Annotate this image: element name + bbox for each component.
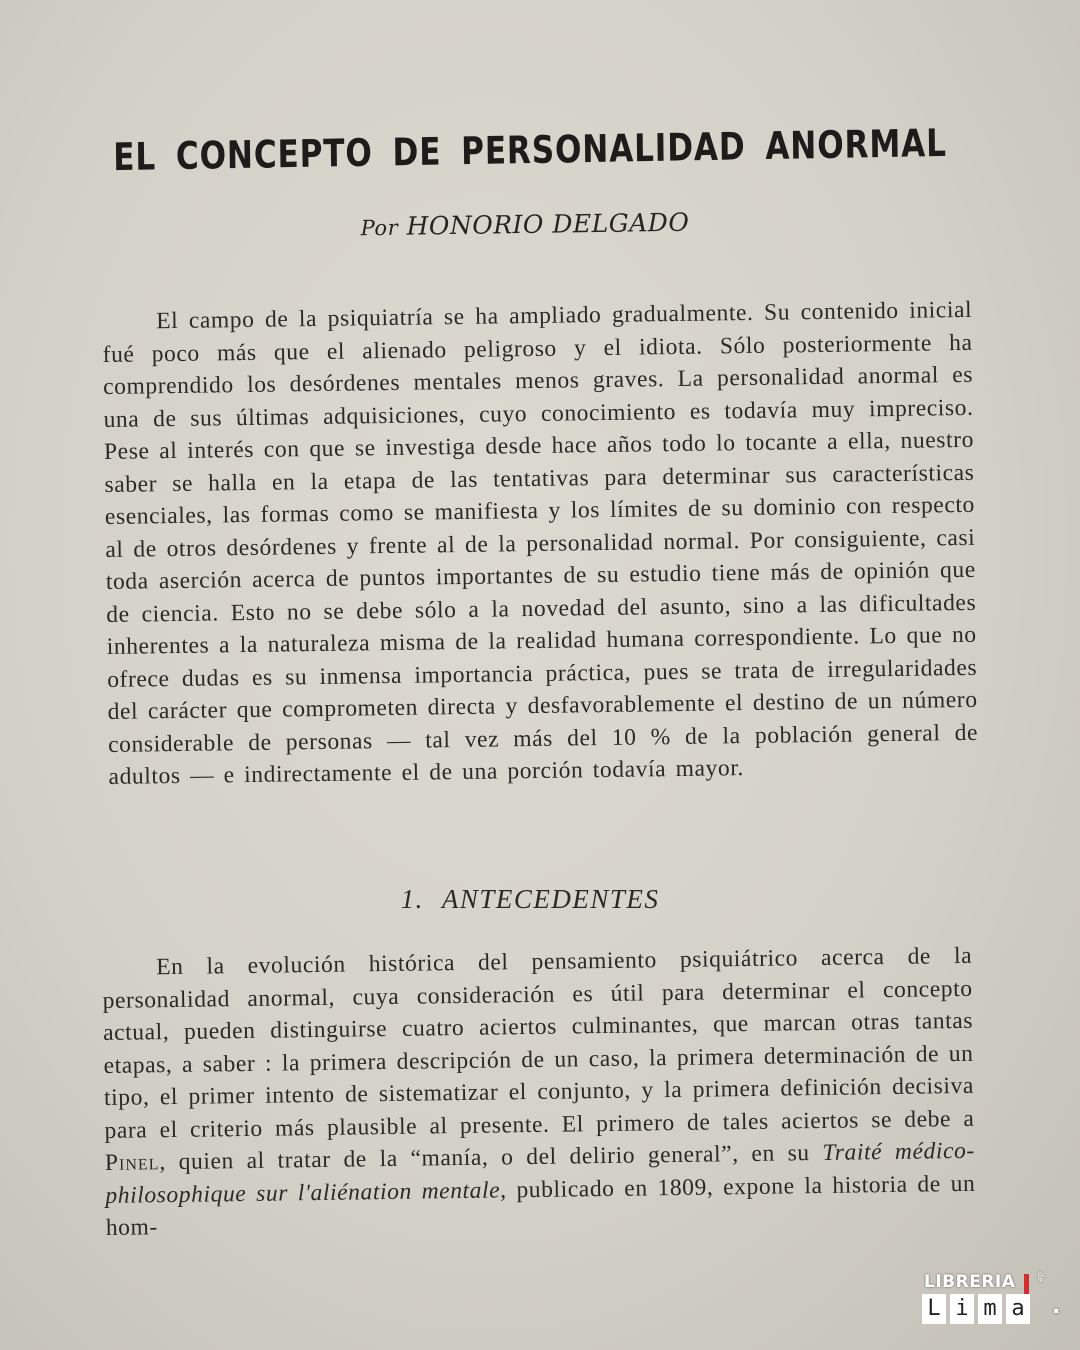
author-reference-pinel: Pinel [104,1149,160,1176]
logo-small-text: de [1036,1272,1045,1282]
logo-top-text: LIBRERIA [924,1272,1016,1292]
author-name: HONORIO DELGADO [406,207,690,241]
logo-letter: L [922,1294,946,1324]
section-title: ANTECEDENTES [441,884,660,914]
cited-work-title: Traité médico-philosophique sur l'aliénation mentale [105,1137,976,1209]
article-byline [0,203,1050,247]
paragraph-part-2: , quien al tratar de la “manía, o del delirio general”, en su [159,1140,810,1176]
article-title: EL CONCEPTO DE PERSONALIDAD ANORMAL [113,120,947,180]
byline-prefix: Por [360,215,399,241]
logo-letter-tiles [922,1294,1030,1324]
logo-letter: m [978,1294,1002,1324]
paragraph-part-3: , publicado en 1809, expone la historia de un hom- [105,1170,976,1241]
antecedentes-section [102,940,976,1245]
logo-letter: i [950,1294,974,1324]
paragraph-part-1: En la evolución histórica del pensamiento psiquiátrico acerca de la personalidad anormal, cuya consideración es útil para determinar el concepto actual, pueden distinguirse cuatro aciertos culminantes, que marcan otras tantas etapas, a saber : la primera descripción de un caso, la primera determinación de un tipo, el primer intento de sistematizar el conjunto, y la primera definición decisiva para el criterio más plausible al presente. El primero de tales aciertos se debe a [102,942,975,1144]
logo-dot: . [1052,1294,1061,1319]
logo-letter: a [1006,1294,1030,1324]
antecedentes-paragraph [102,940,976,1245]
section-heading [0,884,1060,915]
libreria-de-lima-logo [920,1272,1062,1334]
intro-section [102,294,979,794]
intro-paragraph: El campo de la psiquiatría se ha ampliado gradualmente. Su contenido inicial fué poco más que el alienado peligroso y el idiota. Sólo posteriormente ha comprendido los desórdenes mentales menos graves. La personalidad anormal es una de sus últimas adquisiciones, cuyo conocimiento es todavía muy impreciso. Pese al interés con que se investiga desde hace años todo lo tocante a ella, nuestro saber se halla en la etapa de las tentativas para determinar sus características esenciales, las formas como se manifiesta y los límites de su dominio con respecto al de otros desórdenes y frente al de la personalidad normal. Por consiguiente, casi toda aserción acerca de puntos importantes de su estudio tiene más de opinión que de ciencia. Esto no se debe sólo a la novedad del asunto, sino a las dificultades inherentes a la naturaleza misma de la realidad humana correspondiente. Lo que no ofrece dudas es su inmensa importancia práctica, pues se trata de irregularidades del carácter que comprometen directa y desfavorablemente el destino de un número considerable de personas — tal vez más del 10 % de la población general de adultos — e indirectamente el de una porción todavía mayor. [102,296,979,790]
section-number: 1. [400,884,424,914]
